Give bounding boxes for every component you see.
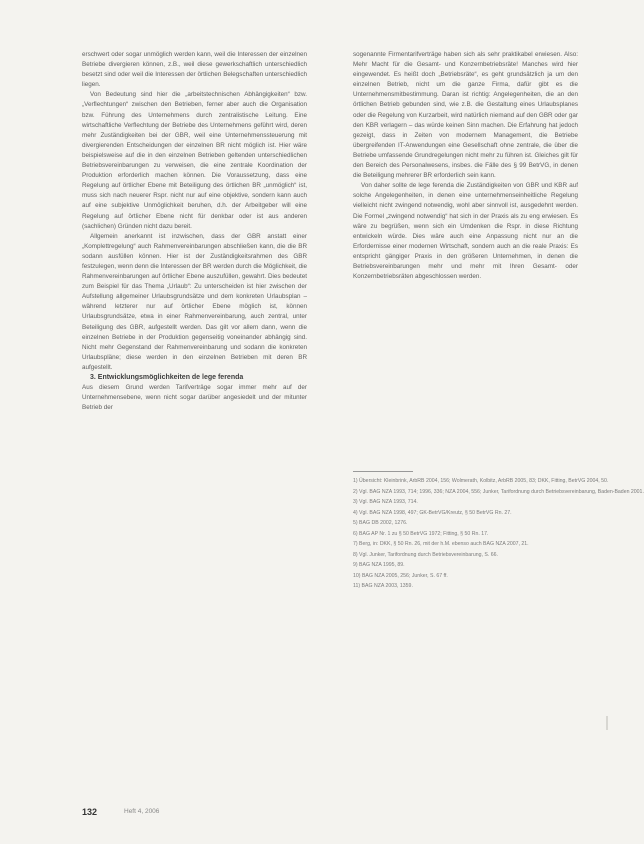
margin-mark xyxy=(606,716,608,730)
footnote: 5) BAG DB 2002, 1276. xyxy=(353,520,408,526)
footnote-divider xyxy=(353,471,413,472)
footnote: 1) Übersicht: Kleinbrink, ArbRB 2004, 156; Wolmerath, Kolbitz, ArbRB 2005, 83; DKK, Fitting, BetrVG 2004, 50. xyxy=(353,478,609,484)
footer-issue: Heft 4, 2006 xyxy=(124,808,160,815)
footnote: 8) Vgl. Junker, Tarifordnung durch Betriebsvereinbarung, S. 66. xyxy=(353,551,498,558)
footnote: 6) BAG AP Nr. 1 zu § 50 BetrVG 1972; Fitting, § 50 Rn. 17. xyxy=(353,530,489,537)
footnote: 7) Berg, in: DKK, § 50 Rn. 26, mit der h.M. ebenso auch BAG NZA 2007, 21. xyxy=(353,541,529,547)
left-column xyxy=(82,50,307,413)
footnote: 4) Vgl. BAG NZA 1998, 497; GK-BetrVG/Kreutz, § 50 BetrVG Rn. 27. xyxy=(353,509,512,516)
section-paragraph: Aus diesem Grund werden Tarifverträge sogar immer mehr auf der Unternehmensebene, wenn nicht sogar darüber angesiedelt und der mitunter Betrieb der xyxy=(82,384,307,412)
right-column xyxy=(353,50,578,282)
footnote: 11) BAG NZA 2003, 1359. xyxy=(353,583,413,589)
footnote: 9) BAG NZA 1995, 89. xyxy=(353,562,405,568)
left-paragraph-3: Allgemein anerkannt ist inzwischen, dass der GBR anstatt einer „Komplettregelung“ auch Rahmenvereinbarungen abschließen kann, die die BR sodann ausfüllen können. Hier ist der Zuständigkeitsrahmen des GBR festzulegen, wenn denn die Interessen der BR werden durch die Möglichkeit, die Rahmenvereinbarungen auf örtlicher Ebene auszufüllen, gewahrt. Dies bedeutet zum Beispiel für das Thema „Urlaub“: Zu unterscheiden ist hier zwischen der Aufstellung allgemeiner Urlaubsgrundsätze und dem konkreten Urlaubsplan – während letzterer nur auf örtlicher Ebene möglich ist, können Urlaubsgrundsätze, etwa in einer Rahmenvereinbarung, auch zentral, unter Beteiligung des GBR, aufgestellt werden. Das gilt vor allem dann, wenn die einzelnen Betriebe in der Produktion gegenseitig voneinander abhängig sind. Nicht mehr Gegenstand der Rahmenvereinbarung und sodann die konkreten Urlaubspläne; diese werden in den einzelnen Betrieben mit deren BR aufgestellt. xyxy=(82,232,307,371)
footnotes xyxy=(353,476,644,592)
footer-page-number: 132 xyxy=(82,807,98,817)
footnote: 3) Vgl. BAG NZA 1993, 714. xyxy=(353,499,418,505)
right-paragraph-1: sogenannte Firmentarifverträge haben sich als sehr praktikabel erwiesen. Also: Mehr Macht für die Gesamt- und Konzernbetriebsräte! Manches wird hier eingewendet. Es heißt doch „Betriebsräte“, es geht grundsätzlich ja um den einzelnen Betrieb, nicht um die ganze Firma, dafür gibt es die Unternehmensmitbestimmung. Daran ist richtig: Angelegenheiten, die an den örtlichen Betrieb gebunden sind, wie z.B. die Gestaltung eines Urlaubsplanes oder die Regelung von Kurzarbeit, wird natürlich niemand auf den GBR oder gar den KBR verlagern – das würde keinen Sinn machen. Die Erfahrung hat jedoch gezeigt, dass in Zeiten von modernem Management, die Betriebe übergreifenden IT-Anwendungen eine Gesellschaft ohne zentrale, die über die Betriebe umfassende Grundregelungen nicht mehr zu führen ist. Gleiches gilt für den Bereich des Personalwesens, insbes. die Fälle des § 99 BetrVG, in denen die Beteiligung mehrerer BR erforderlich sein kann. xyxy=(353,51,578,180)
footnote: 2) Vgl. BAG NZA 1993, 714; 1996, 336; NZA 2004, 556; Junker, Tarifordnung durch Betriebsvereinbarung, Baden-Baden 2001. xyxy=(353,488,644,495)
section-heading: 3. Entwicklungsmöglichkeiten de lege ferenda xyxy=(90,374,244,381)
footnote: 10) BAG NZA 2005, 256; Junker, S. 67 ff. xyxy=(353,572,448,579)
right-paragraph-2: Von daher sollte de lege ferenda die Zuständigkeiten von GBR und KBR auf solche Angelegenheiten, in denen eine unternehmenseinheitliche Regelung vielleicht nicht zwingend notwendig, wohl aber sinnvoll ist, ausgedehnt werden. Die Formel „zwingend notwendig“ hat sich in der Praxis als zu eng erwiesen. Es wäre zu begrüßen, wenn sich ein Umdenken die Rspr. in diese Richtung entwickeln würde. Dies wäre auch eine Anpassung nicht nur an die Erfordernisse einer modernen Wirtschaft, sondern auch an die reale Praxis: Es entspricht gängiger Praxis in den größeren Unternehmen, in denen die Betriebsvereinbarungen mehr und mehr mit Ihren Gesamt- oder Konzernbetriebsräten abgeschlossen werden. xyxy=(353,182,578,281)
left-paragraph-1: erschwert oder sogar unmöglich werden kann, weil die Interessen der einzelnen Betriebe divergieren können, z.B., weil diese gewerkschaftlich unterschiedlich besetzt sind oder weil die Interessen der örtlichen Belegschaften unterschiedlich liegen. xyxy=(82,51,307,89)
left-paragraph-2: Von Bedeutung sind hier die „arbeitstechnischen Abhängigkeiten“ bzw. „Verflechtungen“ zwischen den Betrieben, ferner aber auch die Organisation bzw. Führung des Unternehmens durch zentralistische Leitung. Eine wirtschaftliche Verflechtung der Betriebe des Unternehmens geführt wird, deren mehr Zuständigkeiten bei der GBR, weil eine Unternehmenssteuerung mit divergierenden Entscheidungen der einzelnen BR nicht möglich ist. Hier wäre beispielsweise auf die in den einzelnen Betrieben geltenden unterschiedlichen Betriebsvereinbarungen zu verweisen, die eine zentrale Koordination der Produktion erforderlich machen können. Die Voraussetzung, dass eine Regelung auf örtlicher Ebene mit Beteiligung des örtlichen BR „unmöglich“ ist, muss sich nach neuerer Rspr. nicht nur auf eine objektive, sondern kann auch auf eine subjektive Unmöglichkeit beruhen, d.h. der Arbeitgeber will eine Regelung auf örtlicher Ebene nicht für denkbar oder ist aus anderen (sachlichen) Gründen nicht dazu bereit. xyxy=(82,91,307,230)
